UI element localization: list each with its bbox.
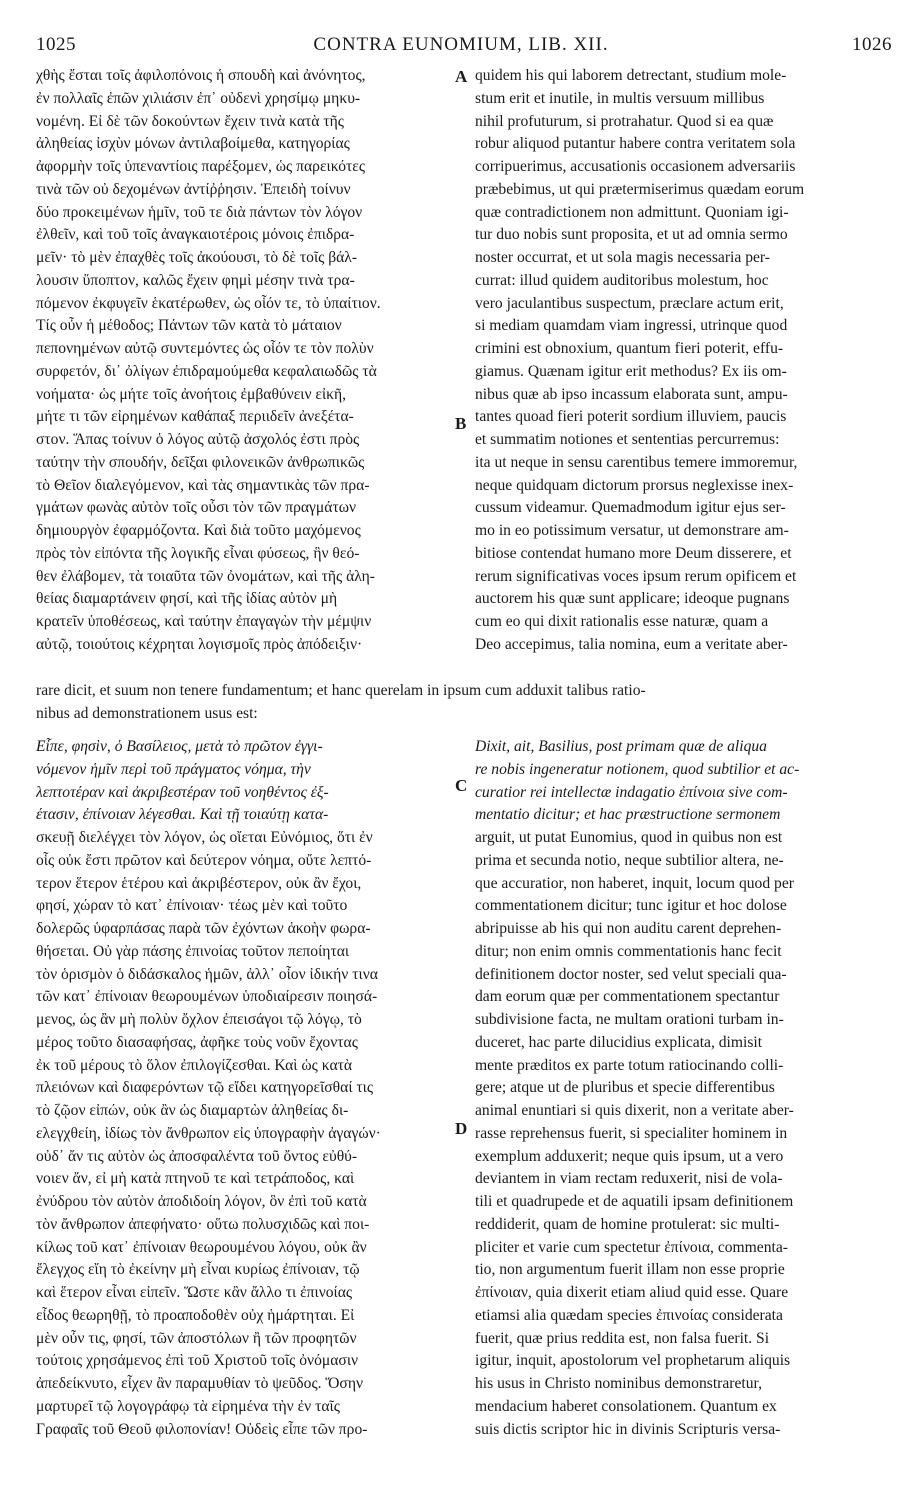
latin-bottom-line: animal enuntiari si quis dixerit, non a veritate aber-	[475, 1102, 794, 1119]
full-width-line: nibus ad demonstrationem usus est:	[36, 704, 258, 722]
greek-bottom-line: φησί, χώραν τὸ κατ᾽ ἐπίνοιαν· τέως μὲν καὶ τοῦτο	[36, 897, 348, 915]
greek-bottom-line: τὸν ὁρισμὸν ὁ διδάσκαλος ἡμῶν, ἀλλ᾽ οἷον ἰδικήν τινα	[36, 965, 378, 983]
greek-bottom-line: οἷς οὐκ ἔστι πρῶτον καὶ δεύτερον νόημα, οὔτε λεπτό-	[36, 851, 372, 869]
greek-top-line: μήτε τι τῶν εἰρημένων καθάπαξ περιιδεῖν ἀνεξέτα-	[36, 408, 354, 426]
section-marker-b: B	[455, 414, 467, 433]
latin-top-line: præbebimus, ut qui prætermiserimus quædam eorum	[475, 180, 805, 198]
latin-top-line: cum eo qui dixit rationalis esse naturæ, quam a	[475, 613, 769, 630]
greek-top-line: ταύτην τὴν σπουδήν, δεῖξαι φιλονεικῶν ἀνθρωπικῶς	[36, 453, 365, 471]
greek-bottom-line: μενος, ὡς ἂν μὴ πολὺν ὄχλον ἐπεισάγοι τῷ λόγῳ, τὸ	[36, 1011, 362, 1028]
latin-bottom-line: duceret, hac parte dilucidius explicata, dimisit	[475, 1033, 763, 1051]
greek-top-line: ἐν πολλαῖς ἐπῶν χιλιάσιν ἐπ᾽ οὐδενὶ χρησίμῳ μηκυ-	[36, 89, 361, 107]
greek-top-line: κρατεῖν ὑποθέσεως, καὶ ταύτην ἐπαγαγὼν τὴν μέμψιν	[36, 613, 372, 630]
greek-bottom-line: τῶν κατ᾽ ἐπίνοιαν θεωρουμένων ὑποδιαίρεσιν ποιησά-	[36, 988, 378, 1006]
latin-top-line: bitiose contendat humano more Deum disserere, et	[475, 544, 792, 562]
latin-top-line: et summatim notiones et sententias percurremus:	[475, 431, 780, 448]
latin-bottom-line: his usus in Christo nominibus demonstraretur,	[475, 1375, 762, 1392]
latin-top-line: quidem his qui laborem detrectant, studium mole-	[475, 67, 787, 84]
greek-bottom-line: τὸν ἄνθρωπον ἀπεφήνατο· οὕτω πολυσχιδῶς καὶ ποι-	[36, 1215, 370, 1233]
latin-top-line: stum erit et inutile, in multis versuum millibus	[475, 89, 765, 107]
page-number-right: 1026	[852, 34, 892, 55]
greek-top-line: στον. Ἅπας τοίνυν ὁ λόγος αὐτῷ ἀσχολός ἐστι πρὸς	[36, 431, 360, 448]
latin-bottom-line: definitionem doctor noster, sed velut speciali qua-	[475, 965, 787, 983]
latin-bottom-line: Dixit, ait, Basilius, post primam quæ de aliqua	[475, 738, 767, 755]
latin-bottom-line: tio, non argumentum fuerit illam non esse proprie	[475, 1261, 785, 1279]
greek-top-line: ἐλθεῖν, καὶ τοῦ τοῖς ἀναγκαιοτέροις μόνοις ἐπιδρα-	[36, 226, 355, 244]
greek-bottom-line: τὸ ζῷον εἰπών, οὐκ ἂν ὡς διαμαρτὼν ἀληθείας δι-	[36, 1102, 349, 1119]
latin-top-line: vero jaculantibus suspectum, præclare actum erit,	[475, 294, 784, 312]
latin-bottom-line: mentatio dicitur; et hac præstructione sermonem	[475, 806, 781, 824]
greek-top-line: μεῖν· τὸ μὲν ἐπαχθὲς τοῖς ἀκούουσι, τὸ δὲ τοῖς βάλ-	[36, 249, 358, 266]
greek-top-line: ἀληθείας ἰσχὺν μόνων ἀντιλαβοίμεθα, κατηγορίας	[36, 135, 350, 153]
greek-top-line: δημιουργὸν ἐφαρμόζοντα. Καὶ διὰ τοῦτο μαχόμενος	[36, 522, 361, 539]
latin-bottom-line: ἐπίνοιαν, quia dixerit etiam aliud quid esse. Quare	[475, 1284, 789, 1301]
latin-bottom-line: igitur, inquit, apostolorum vel prophetarum aliquis	[475, 1352, 791, 1370]
latin-bottom-line: tili et quadrupede et de aquatili ipsam definitionem	[475, 1193, 794, 1210]
greek-bottom-line: μαρτυρεῖ τῷ λογογράφῳ τὰ εἰρημένα τὴν ἐν ταῖς	[36, 1397, 340, 1415]
greek-bottom-line: μέρος τοῦτο διασαφήσας, ἀφῆκε τοὺς νοῦν ἔχοντας	[36, 1033, 358, 1051]
greek-bottom-line: ἀπεδείκνυτο, εἶχεν ἂν παραμυθίαν τὸ ψεῦδος. Ὅσην	[36, 1375, 364, 1392]
latin-bottom-line: mendacium haberet consolationem. Quantum ex	[475, 1397, 777, 1415]
latin-bottom-line: deviantem in viam rectam reduxerit, nisi de vola-	[475, 1170, 783, 1188]
greek-top-line: αὐτῷ, τοιούτοις κέχρηται λογισμοῖς πρὸς ἀπόδειξιν·	[36, 635, 363, 653]
latin-top-line: mo in eo potissimum versatur, ut demonstrare am-	[475, 522, 789, 539]
greek-top-line: λουσιν ὕποπτον, καλῶς ἔχειν φημὶ μέσην τινὰ τρα-	[36, 271, 355, 289]
greek-column-top	[36, 65, 456, 657]
greek-bottom-line: τερον ἕτερον ἑτέρου καὶ ἀκριβέστερον, οὐκ ἂν ἔχοι,	[36, 874, 362, 892]
greek-bottom-line: νοιεν ἄν, εἰ μὴ κατὰ πτηνοῦ τε καὶ τετράποδος, καὶ	[36, 1170, 355, 1188]
latin-bottom-line: gere; atque ut de pluribus et specie differentibus	[475, 1079, 775, 1097]
greek-bottom-line: ελεγχθείη, ἰδίως τὸν ἄνθρωπον εἰς ὑπογραφὴν ἀγαγών·	[36, 1124, 381, 1142]
greek-bottom-line: ἔλεγχος εἴη τὸ ἐκείνην μὴ εἶναι κυρίως ἐπίνοιαν, τῷ	[36, 1261, 360, 1279]
greek-bottom-line: νόμενον ἡμῖν περὶ τοῦ πράγματος νόημα, τὴν	[36, 760, 311, 778]
greek-bottom-line: ἐκ τοῦ μέρους τὸ ὅλον ἐπιλογίζεσθαι. Καὶ ὡς κατὰ	[36, 1056, 353, 1074]
latin-bottom-line: abripuisse ab his qui non auditu carent deprehen-	[475, 920, 782, 937]
greek-bottom-line: λεπτοτέραν καὶ ἀκριβεστέραν τοῦ νοηθέντος ἐξ-	[36, 783, 329, 801]
greek-top-line: τινὰ τῶν οὐ δεχομένων ἀντίῤῥησιν. Ἐπειδὴ τοίνυν	[36, 180, 351, 198]
greek-top-line: νοήματα· ὡς μήτε τοῖς ἀνοήτοις ἐμβαθύνειν εἰκῆ,	[36, 385, 347, 403]
latin-top-line: neque quidquam dictorum prorsus neglexisse inex-	[475, 476, 794, 494]
latin-bottom-line: prima et secunda notio, neque subtilior altera, ne-	[475, 851, 784, 869]
greek-bottom-line: κίλως τοῦ κατ᾽ ἐπίνοιαν θεωρουμένου λόγου, οὐκ ἂν	[36, 1238, 367, 1256]
latin-top-line: quæ contradictionem non admittunt. Quoniam igi-	[475, 203, 789, 221]
latin-top-line: cussum videamur. Quemadmodum igitur ejus ser-	[475, 499, 786, 517]
greek-top-line: θείας διαμαρτάνειν φησί, καὶ τῆς ἰδίας αὐτὸν μὴ	[36, 590, 338, 608]
latin-top-line: auctorem his quæ sunt applicare; ideoque pugnans	[475, 590, 790, 608]
latin-top-line: robur aliquod putantur habere contra veritatem sola	[475, 135, 796, 153]
greek-top-line: πρὸς τὸν εἰπόντα τῆς λογικῆς εἶναι φύσεως, ἣν θεό-	[36, 544, 360, 562]
section-marker-c: C	[455, 776, 468, 795]
latin-bottom-line: mente præditos ex parte totum ratiocinando colli-	[475, 1056, 784, 1074]
latin-top-line: crimini est obnoxium, quantum fieri poterit, effu-	[475, 340, 784, 357]
latin-top-line: nihil profuturum, si protrahatur. Quod si ea quæ	[475, 112, 774, 130]
latin-bottom-line: que accuratior, non haberet, inquit, locum quod per	[475, 874, 794, 892]
greek-top-line: τὸ Θεῖον διαλεγόμενον, καὶ τὰς σημαντικὰς τῶν πρα-	[36, 476, 370, 494]
latin-bottom-line: dam eorum quæ per commentationem spectantur	[475, 988, 780, 1006]
latin-top-line: currat: illud quidem auditoribus molestum, hoc	[475, 271, 769, 289]
section-marker-d: D	[455, 1119, 468, 1138]
latin-top-line: ita ut neque in sensu carentibus temere immoremur,	[475, 453, 798, 471]
latin-bottom-line: arguit, ut putat Eunomius, quod in quibus non est	[475, 829, 783, 846]
greek-top-line: συρφετόν, δι᾽ ὀλίγων ἐπιδραμούμεθα κεφαλαιωδῶς τὰ	[36, 362, 377, 380]
greek-bottom-line: σκευῇ διελέγχει τὸν λόγον, ὡς οἴεται Εὐνόμιος, ὅτι ἐν	[36, 829, 373, 846]
greek-bottom-line: καὶ ἕτερον εἶναι εἰπεῖν. Ὥστε κἂν ἄλλο τι ἐπινοίας	[36, 1284, 353, 1301]
greek-top-line: θεν ἐλάβομεν, τὰ τοιαῦτα τῶν ὀνομάτων, καὶ τῆς ἀλη-	[36, 567, 376, 585]
latin-bottom-line: reddiderit, quam de homine protulerat: sic multi-	[475, 1215, 780, 1233]
latin-top-line: noster occurrat, et ut sola magis necessaria per-	[475, 249, 770, 266]
greek-bottom-line: έτασιν, ἐπίνοιαν λέγεσθαι. Καὶ τῇ τοιαύτῃ κατα-	[36, 806, 329, 824]
latin-bottom-line: curatior rei intellectæ indagatio ἐπίνοια sive com-	[475, 783, 788, 801]
latin-column-bottom	[475, 736, 895, 1441]
latin-top-line: Deo accepimus, talia nomina, eum a veritate aber-	[475, 635, 788, 653]
page-number-left: 1025	[36, 34, 76, 55]
latin-bottom-line: suis dictis scriptor hic in divinis Scripturis versa-	[475, 1420, 781, 1438]
latin-top-line: giamus. Quænam igitur erit methodus? Ex iis om-	[475, 362, 787, 380]
latin-bottom-line: etiamsi alia quædam species ἐπινοίας considerata	[475, 1306, 783, 1324]
section-marker-a: A	[455, 67, 468, 86]
greek-column-bottom	[36, 736, 456, 1441]
greek-bottom-line: Γραφαῖς τοῦ Θεοῦ φιλοπονίαν! Οὐδεὶς εἶπε τῶν προ-	[36, 1420, 368, 1438]
latin-bottom-line: fuerit, quæ prius reddita est, non falsa fuerit. Si	[475, 1329, 770, 1347]
greek-top-line: ἀφορμὴν τοῖς ὑπεναντίοις παρέξομεν, ὡς παρεικότες	[36, 158, 365, 175]
latin-top-line: si mediam quamdam viam ingressi, utrinque quod	[475, 317, 788, 335]
greek-bottom-line: ἐνύδρου τὸν αὐτὸν ἀποδιδοίη λόγον, ὃν ἐπὶ τοῦ κατὰ	[36, 1193, 367, 1210]
latin-column-top	[475, 65, 895, 657]
greek-bottom-line: εἶδος θεωρηθῇ, τὸ προαποδοθὲν οὐχ ἡμάρτηται. Εἰ	[36, 1306, 355, 1324]
greek-bottom-line: θήσεται. Οὐ γὰρ πάσης ἐπινοίας τοῦτον πεποίηται	[36, 942, 350, 960]
greek-bottom-line: πλειόνων καὶ διαφερόντων τῷ εἴδει κατηγορεῖσθαί τις	[36, 1079, 374, 1097]
greek-top-line: πεπονημένων αὐτῷ συντεμόντες ὡς οἷόν τε τὸν πολὺν	[36, 340, 374, 357]
latin-bottom-line: commentationem dicitur; tunc igitur et hoc dolose	[475, 897, 787, 915]
latin-top-line: corripuerimus, accusationis occasionem adversariis	[475, 158, 796, 175]
running-title: CONTRA EUNOMIUM, LIB. XII.	[313, 34, 609, 55]
latin-top-line: nibus quæ ab ipso incassum elaborata sunt, ampu-	[475, 385, 788, 403]
greek-top-line: γμάτων φωνὰς αὐτὸν τοῖς οὖσι τὸν τῶν πραγμάτων	[36, 499, 357, 517]
latin-top-line: tur duo nobis sunt proposita, et ut ad omnia sermo	[475, 226, 788, 244]
greek-bottom-line: οὐδ᾽ ἄν τις αὐτὸν ὡς ἀποσφαλέντα τοῦ ὄντος εὐθύ-	[36, 1147, 358, 1165]
latin-bottom-line: ditur; non enim omnis commentationis hanc fecit	[475, 942, 782, 960]
full-width-latin-lines	[36, 680, 906, 726]
greek-bottom-line: τούτοις χρησάμενος ἐπὶ τοῦ Χριστοῦ τοῖς ὀνόμασιν	[36, 1352, 359, 1370]
latin-bottom-line: subdivisione facta, ne multam orationi turbam in-	[475, 1011, 784, 1028]
latin-top-line: tantes quoad fieri poterit sordium illuviem, paucis	[475, 408, 787, 426]
greek-top-line: χθὴς ἔσται τοῖς ἀφιλοπόνοις ἡ σπουδὴ καὶ ἀνόνητος,	[36, 67, 366, 84]
greek-top-line: πόμενον ἐκφυγεῖν ἑκατέρωθεν, ὡς οἷόν τε, τὸ ὑπαίτιον.	[36, 294, 381, 312]
greek-top-line: δύο προκειμένων ἡμῖν, τοῦ τε διὰ πάντων τὸν λόγον	[36, 203, 363, 221]
greek-bottom-line: δολερῶς ὑφαρπάσας παρὰ τῶν ἐχόντων ἀκοὴν φωρα-	[36, 920, 371, 937]
greek-bottom-line: Εἶπε, φησὶν, ὁ Βασίλειος, μετὰ τὸ πρῶτον ἐγγι-	[36, 738, 323, 755]
greek-top-line: νομένη. Εἰ δὲ τῶν δοκούντων ἔχειν τινὰ κατὰ τῆς	[36, 112, 344, 130]
greek-bottom-line: μὲν οὖν τις, φησί, τῶν ἀποστόλων ἢ τῶν προφητῶν	[36, 1329, 357, 1347]
latin-bottom-line: re nobis ingeneratur notionem, quod subtilior et ac-	[475, 760, 800, 778]
latin-bottom-line: pliciter et varie cum spectetur ἐπίνοια, commenta-	[475, 1238, 788, 1256]
greek-top-line: Τίς οὖν ἡ μέθοδος; Πάντων τῶν κατὰ τὸ μάταιον	[36, 317, 342, 335]
latin-bottom-line: rasse reprehensus fuerit, si specialiter hominem in	[475, 1124, 788, 1142]
latin-bottom-line: exemplum adduxerit; neque quis ipsum, ut a vero	[475, 1147, 784, 1165]
full-width-line: rare dicit, et suum non tenere fundamentum; et hanc querelam in ipsum cum adduxit talibus ratio-	[36, 682, 646, 699]
latin-top-line: rerum significativas voces ipsum rerum opificem et	[475, 567, 797, 585]
